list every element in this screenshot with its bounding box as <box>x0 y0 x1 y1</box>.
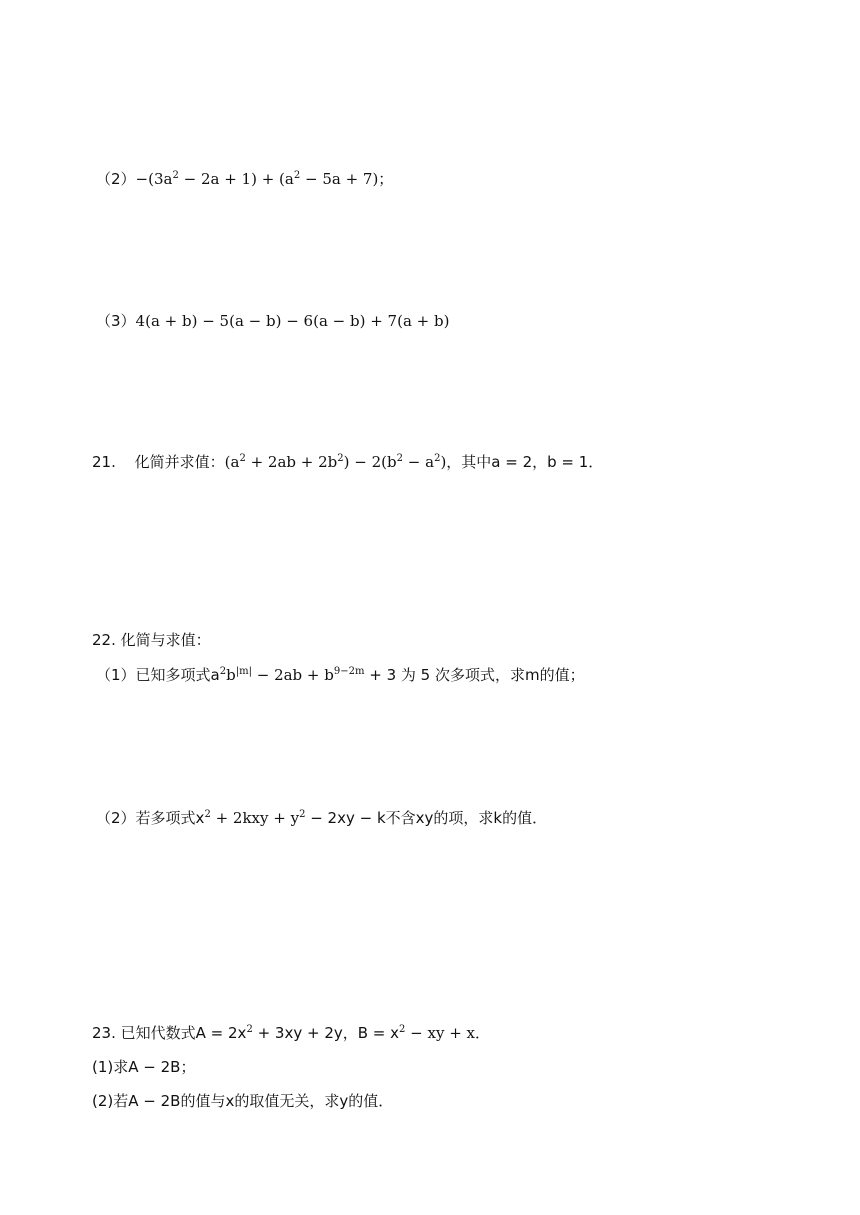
question-number: 22. <box>92 631 116 649</box>
expression-segment: − 2xy − k不含xy的项，求k的值． <box>305 809 548 827</box>
question-number: 21. <box>92 453 116 471</box>
exponent: 2 <box>337 453 344 464</box>
question-title: 化简与求值： <box>120 631 211 649</box>
exponent: 2 <box>246 1024 253 1035</box>
part-text: (2)若A − 2B的值与x的取值无关，求y的值． <box>92 1092 394 1110</box>
part-text: (1)求A − 2B； <box>92 1058 196 1076</box>
question-23-part-2 <box>92 1090 393 1112</box>
expression-segment: 已知多项式a <box>135 666 220 684</box>
expression-segment: (a <box>224 453 240 471</box>
expression-segment: − 2a + 1) + (a <box>178 170 294 188</box>
part-label: （2） <box>96 170 136 188</box>
exponent: 2 <box>396 453 403 464</box>
exponent: 2 <box>434 453 441 464</box>
expression-segment: − a <box>403 453 435 471</box>
expression-segment: − xy + x． <box>405 1024 490 1042</box>
question-20-part-3 <box>96 310 449 332</box>
exponent: 2 <box>204 809 211 820</box>
part-label: （1） <box>96 666 136 684</box>
expression-segment: − 2ab + b <box>251 666 334 684</box>
expression-segment: + 3xy + 2y，B = x <box>252 1024 400 1042</box>
exponent: 2 <box>172 170 179 181</box>
question-23-part-1 <box>92 1056 195 1078</box>
expression-segment: + 2kxy + y <box>210 809 300 827</box>
exponent: 2 <box>239 453 246 464</box>
expression-segment: 若多项式x <box>135 809 205 827</box>
question-23-intro <box>92 1022 490 1044</box>
expression-segment: −(3 <box>135 170 164 188</box>
question-22-part-1 <box>96 664 585 686</box>
question-22-part-2 <box>96 807 547 829</box>
part-label: （3） <box>96 312 136 330</box>
expression-segment: 已知代数式A = 2x <box>120 1024 247 1042</box>
exponent: 2 <box>219 666 227 677</box>
question-22-heading <box>92 629 211 651</box>
expression-segment: a <box>163 170 173 188</box>
exponent: 2 <box>299 809 306 820</box>
question-lead: 化简并求值： <box>134 453 225 471</box>
question-tail: ，其中a = 2，b = 1． <box>446 453 604 471</box>
expression-segment: ) − 2(b <box>343 453 397 471</box>
expression-segment: ) <box>440 453 447 471</box>
exponent: 9−2m <box>333 666 365 677</box>
exponent: 2 <box>293 170 301 181</box>
exponent: 2 <box>399 1024 406 1035</box>
expression-segment: + 2ab + 2b <box>245 453 338 471</box>
expression-segment: − 5a + 7)； <box>300 170 394 188</box>
question-number: 23. <box>92 1024 116 1042</box>
part-label: （2） <box>96 809 136 827</box>
question-20-part-2 <box>96 168 393 190</box>
expression-segment: b <box>226 666 236 684</box>
exponent: |m| <box>235 666 252 677</box>
expression: 4(a + b) − 5(a − b) − 6(a − b) + 7(a + b) <box>135 312 450 330</box>
question-21 <box>92 451 603 473</box>
expression-segment: + 3 为 5 次多项式，求m的值； <box>364 666 585 684</box>
